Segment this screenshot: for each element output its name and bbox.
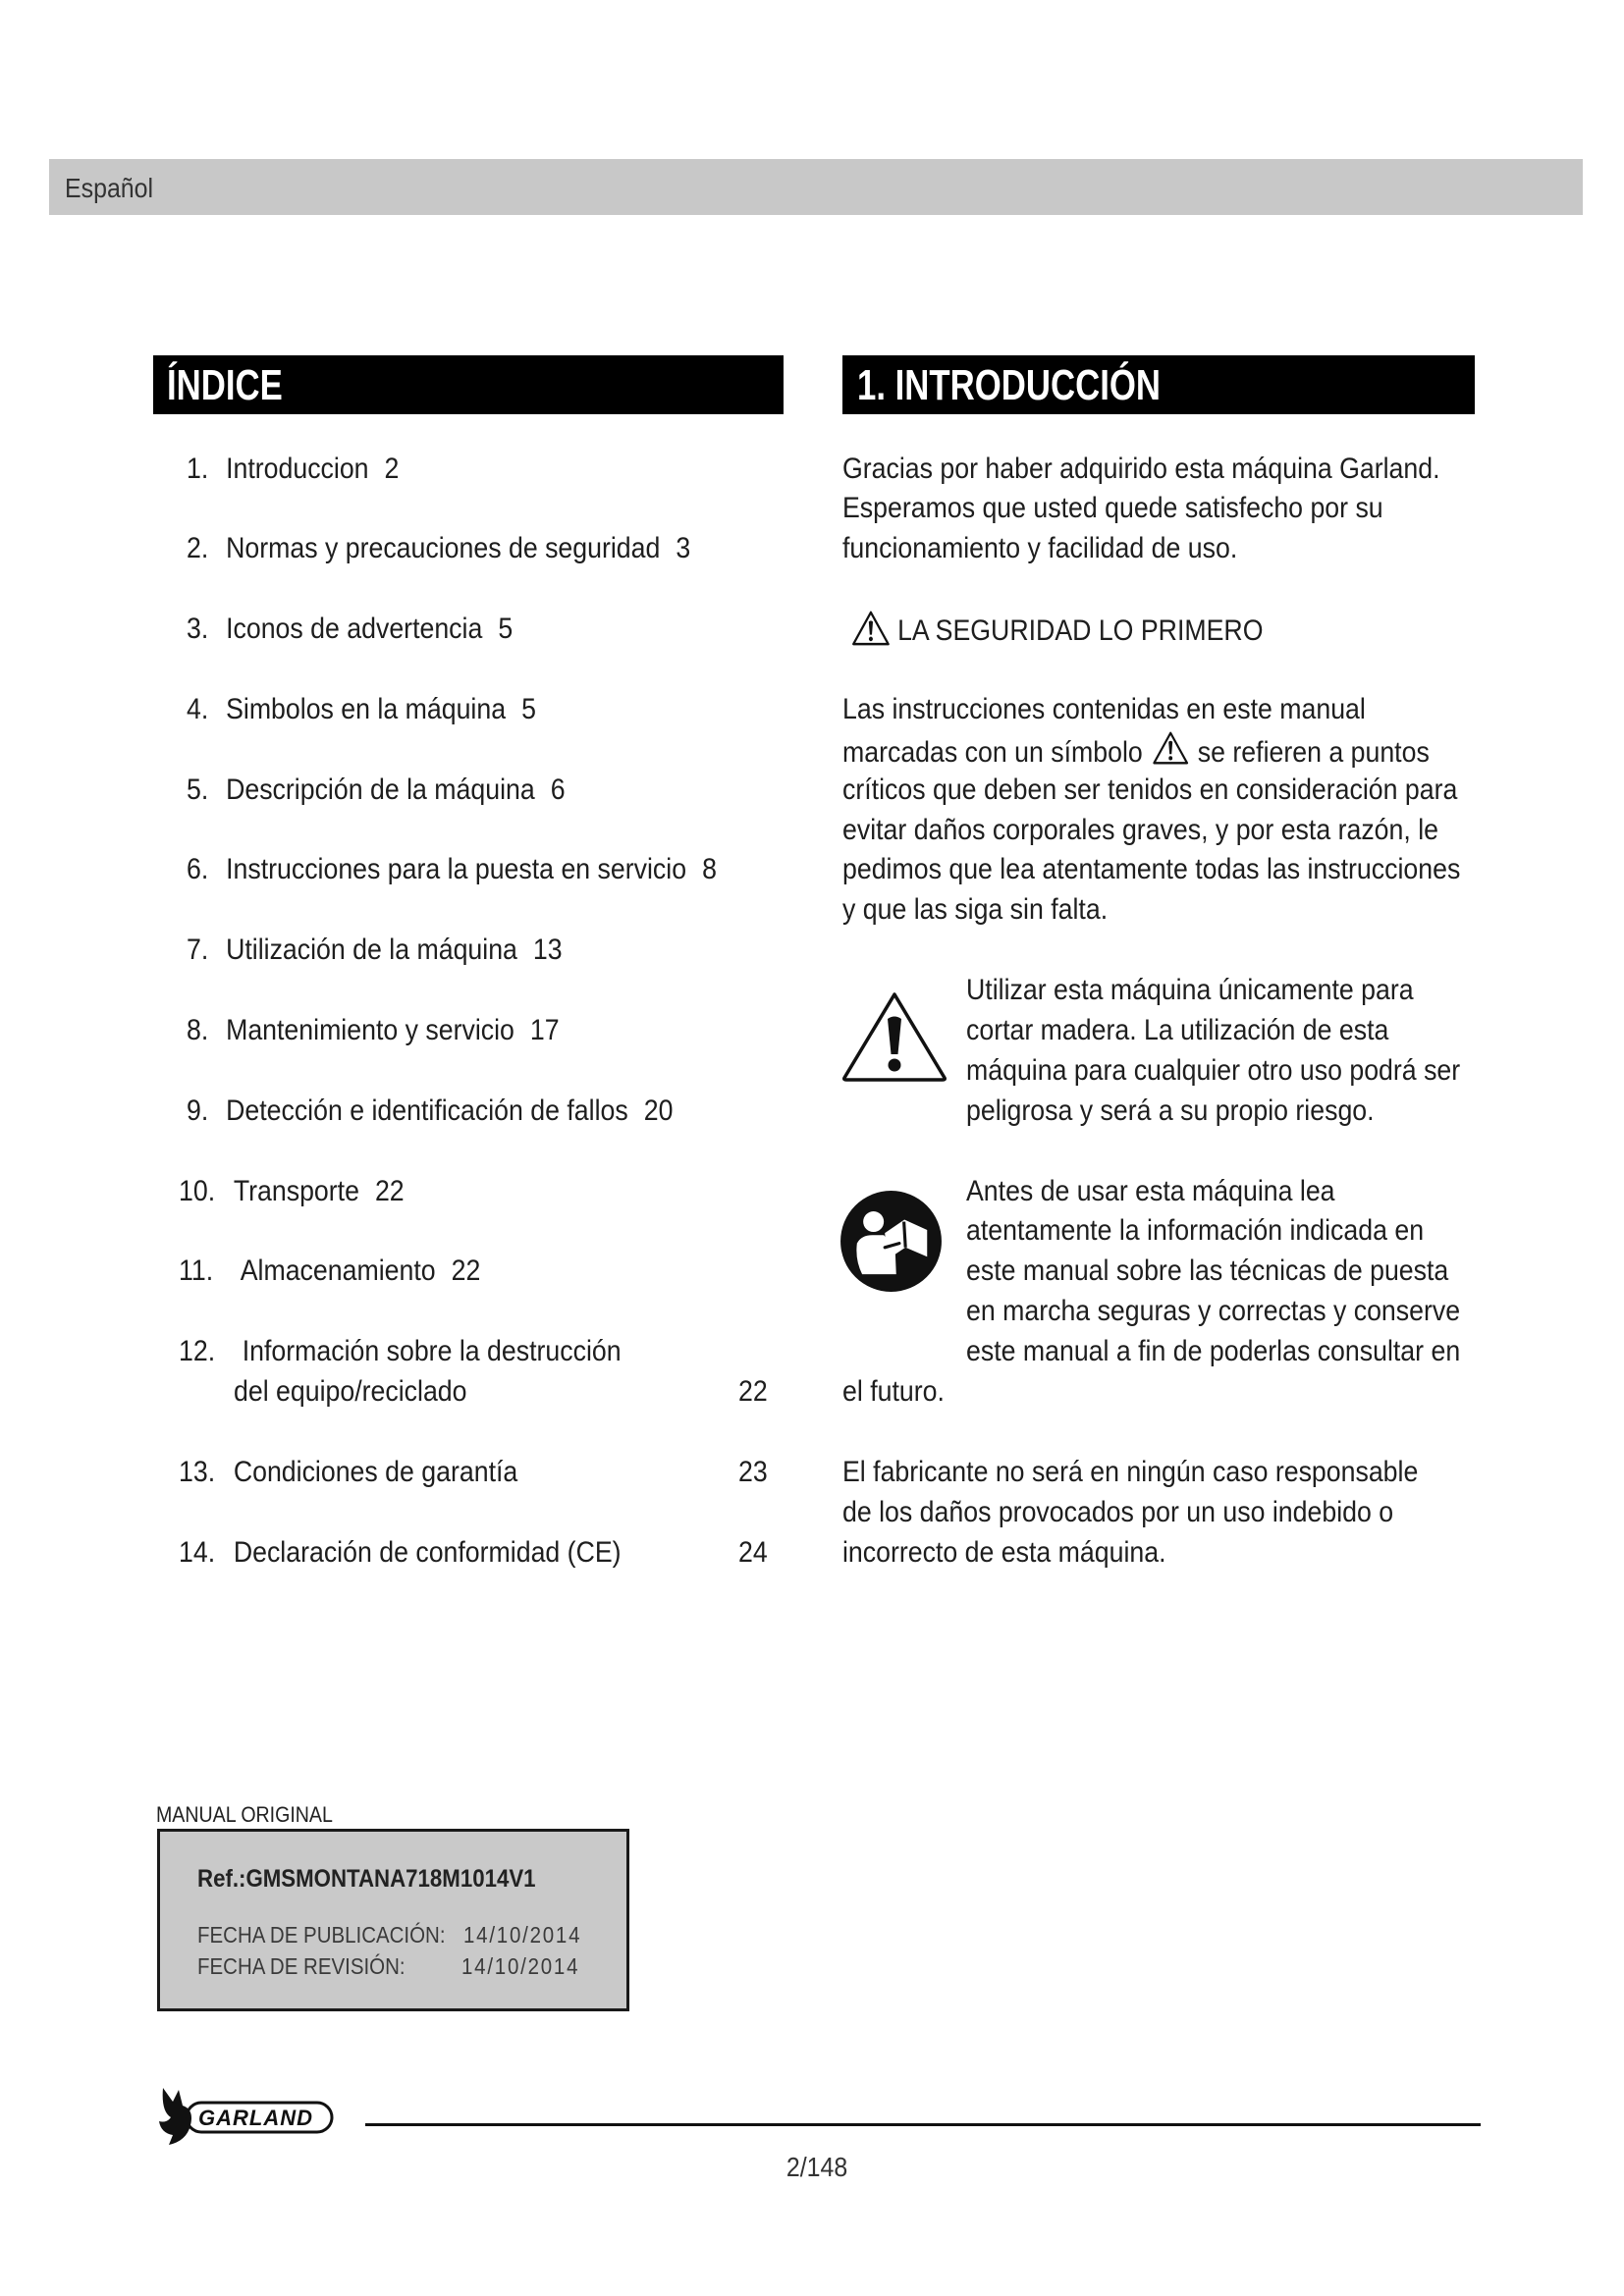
toc-item-3: [0, 610, 815, 690]
intro-heading-bar: [842, 355, 1475, 414]
text-line: funcionamiento y facilidad de uso.: [842, 532, 1238, 565]
toc-item-number: 8.: [187, 1014, 209, 1047]
revision-date: [461, 1951, 594, 1981]
publication-date-label: [197, 1920, 476, 1949]
page-number: [768, 2153, 866, 2182]
toc-item-title: Almacenamiento: [240, 1255, 436, 1288]
toc-item-12: [0, 1332, 815, 1453]
read-manual-paragraph: [842, 1172, 1475, 1413]
toc-item-7: [0, 931, 815, 1011]
toc-item-title: Normas y precauciones de seguridad: [226, 532, 661, 565]
thanks-paragraph: [842, 450, 1475, 570]
toc-item-page: 24: [738, 1535, 768, 1569]
text-line: Utilizar esta máquina únicamente para: [966, 974, 1414, 1007]
brand-name: GARLAND: [198, 2106, 313, 2130]
toc-item-5: [0, 771, 815, 851]
toc-item-number: 12.: [179, 1335, 216, 1368]
toc-item-page: 13: [532, 934, 563, 967]
text-line: el futuro.: [842, 1374, 945, 1408]
footer-divider: [365, 2123, 1481, 2126]
toc-item-page: 5: [498, 613, 514, 646]
toc-item-title: Simbolos en la máquina: [226, 692, 507, 725]
text-line: y que las siga sin falta.: [842, 893, 1109, 927]
text-line: este manual sobre las técnicas de puesta: [966, 1255, 1449, 1288]
toc-item-page: 5: [521, 692, 536, 725]
text-line: máquina para cualquier otro uso podrá ser: [966, 1053, 1461, 1087]
toc-item-title: Introduccion: [226, 452, 369, 485]
toc-heading: ÍNDICE: [167, 361, 283, 409]
toc-item-title: Transporte: [233, 1174, 359, 1207]
toc-item-number: 3.: [187, 613, 209, 646]
intro-section: [842, 450, 1475, 1574]
text-line: pedimos que lea atentamente todas las instrucciones: [842, 853, 1461, 886]
toc-item-title: Instrucciones para la puesta en servicio: [226, 853, 687, 886]
text-fragment: marcadas con un símbolo: [842, 735, 1143, 769]
toc-item-number: 9.: [187, 1094, 209, 1127]
text-line: peligrosa y será a su propio riesgo.: [966, 1094, 1375, 1127]
toc-item-11: [0, 1252, 815, 1332]
page-number-text: 2/148: [785, 2152, 848, 2182]
text-line: Antes de usar esta máquina lea: [966, 1174, 1335, 1207]
toc-item-page: 17: [529, 1014, 560, 1047]
toc-item-9: [0, 1092, 815, 1172]
publication-label-text: FECHA DE PUBLICACIÓN:: [197, 1922, 446, 1948]
toc-item-10: [0, 1172, 815, 1253]
toc-item-page: 6: [550, 773, 566, 806]
toc-item-page: 23: [738, 1455, 768, 1488]
toc-item-13: [0, 1453, 815, 1533]
toc-item-title: Mantenimiento y servicio: [226, 1014, 514, 1047]
toc-item-page: 22: [451, 1255, 481, 1288]
text-line: El fabricante no será en ningún caso responsable: [842, 1455, 1419, 1488]
language-band: [49, 159, 1583, 215]
publication-date: [463, 1920, 596, 1949]
revision-date-label: [197, 1951, 431, 1981]
toc-item-number: 10.: [179, 1174, 216, 1207]
toc-item-page: 8: [702, 853, 717, 886]
warning-icon: [840, 989, 948, 1084]
toc-item-number: 11.: [179, 1255, 214, 1288]
toc-item-title: Declaración de conformidad (CE): [233, 1535, 622, 1569]
text-line: críticos que deben ser tenidos en consideración para: [842, 773, 1458, 806]
toc-item-number: 7.: [187, 934, 209, 967]
warning-icon: [850, 610, 892, 647]
toc-item-8: [0, 1011, 815, 1092]
instructions-paragraph: [842, 690, 1475, 931]
read-manual-icon: [839, 1190, 943, 1293]
text-line: cortar madera. La utilización de esta: [966, 1013, 1389, 1046]
toc-item-title: Utilización de la máquina: [226, 934, 517, 967]
text-line: de los daños provocados por un uso indebido o: [842, 1495, 1394, 1528]
text-line: este manual a fin de poderlas consultar en: [966, 1335, 1461, 1368]
text-fragment: se refieren a puntos: [1197, 735, 1430, 769]
text-line: atentamente la información indicada en: [966, 1214, 1425, 1248]
toc-item-number: 13.: [179, 1455, 216, 1488]
toc-item-number: 2.: [187, 532, 209, 565]
toc-item-title: Iconos de advertencia: [226, 613, 483, 646]
toc-item-6: [0, 850, 815, 931]
brand-mark-icon: [159, 2088, 191, 2145]
toc-item-page: 20: [643, 1094, 674, 1127]
toc-item-number: 1.: [187, 452, 209, 485]
toc-heading-bar: [153, 355, 784, 414]
toc-item-number: 5.: [187, 773, 209, 806]
toc-item-page: 3: [676, 532, 691, 565]
toc-list: [0, 450, 815, 1574]
text-line: Esperamos que usted quede satisfecho por su: [842, 492, 1383, 525]
toc-item-2: [0, 529, 815, 610]
toc-item-title: Condiciones de garantía: [233, 1455, 518, 1488]
manual-original-label: [156, 1803, 354, 1827]
document-reference: [197, 1864, 577, 1894]
revision-label-text: FECHA DE REVISIÓN:: [197, 1953, 406, 1979]
intro-heading: 1. INTRODUCCIÓN: [857, 361, 1161, 409]
toc-item-title: Detección e identificación de fallos: [226, 1094, 628, 1127]
machine-use-paragraph: [842, 971, 1475, 1132]
text-line: incorrecto de esta máquina.: [842, 1535, 1166, 1569]
manual-original-text: MANUAL ORIGINAL: [156, 1802, 333, 1827]
toc-item-14: [0, 1533, 815, 1574]
toc-item-title: Descripción de la máquina: [226, 773, 535, 806]
text-line: evitar daños corporales graves, y por esta razón, le: [842, 813, 1439, 846]
toc-item-title-continued: del equipo/reciclado: [234, 1375, 467, 1409]
publication-date-text: 14/10/2014: [463, 1922, 582, 1948]
toc-item-number: 4.: [187, 692, 209, 725]
document-info-box: [157, 1829, 629, 2011]
toc-item-title: Información sobre la destrucción: [242, 1335, 622, 1368]
toc-item-1: [0, 450, 815, 530]
toc-item-number: 14.: [179, 1535, 216, 1569]
warning-icon: [1151, 730, 1190, 766]
toc-item-page: 2: [384, 452, 400, 485]
text-line: Las instrucciones contenidas en este manual: [842, 692, 1366, 725]
toc-item-number: 6.: [187, 853, 209, 886]
garland-logo-icon: [157, 2086, 336, 2147]
reference-text: Ref.:GMSMONTANA718M1014V1: [197, 1865, 536, 1893]
liability-paragraph: [842, 1453, 1475, 1574]
text-line: Gracias por haber adquirido esta máquina Garland.: [842, 452, 1440, 485]
text-line: en marcha seguras y correctas y conserve: [966, 1295, 1461, 1328]
safety-first-label: LA SEGURIDAD LO PRIMERO: [897, 614, 1264, 648]
toc-item-page: 22: [374, 1174, 405, 1207]
language-label: Español: [65, 173, 154, 203]
revision-date-text: 14/10/2014: [461, 1953, 580, 1979]
toc-item-page: 22: [738, 1375, 768, 1409]
toc-item-4: [0, 690, 815, 771]
safety-first-line: [842, 610, 1475, 650]
